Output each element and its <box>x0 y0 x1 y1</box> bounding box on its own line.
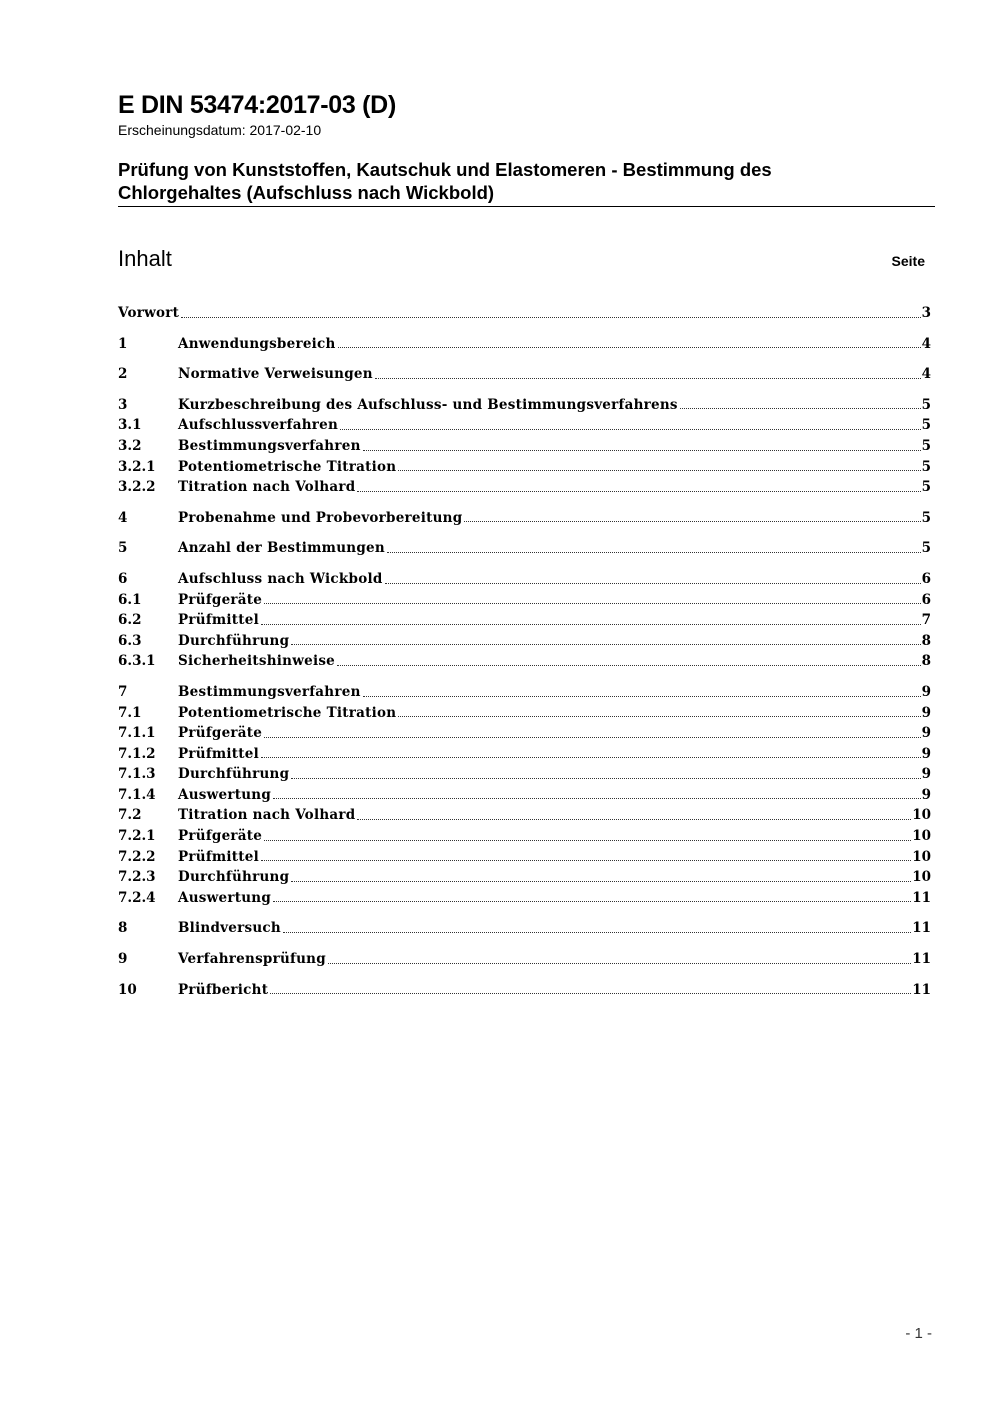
toc-dot-leader <box>357 818 911 820</box>
toc-entry-page: 5 <box>921 479 931 496</box>
toc-entry-title: Verfahrensprüfung <box>178 951 326 968</box>
document-title: E DIN 53474:2017-03 (D) <box>118 91 396 119</box>
toc-dot-leader <box>385 582 921 584</box>
toc-dot-leader <box>264 736 920 738</box>
toc-entry-page: 11 <box>912 889 931 906</box>
toc-entry-number: 9 <box>118 951 128 968</box>
toc-entry-page: 5 <box>921 396 931 413</box>
toc-dot-leader <box>264 839 911 841</box>
toc-entry-number: 7.2.3 <box>118 869 156 886</box>
toc-entry-number: 7 <box>118 683 128 700</box>
toc-entry[interactable] <box>118 508 931 529</box>
toc-dot-leader <box>261 623 921 625</box>
toc-entry-page: 10 <box>912 828 931 845</box>
toc-entry-page: 8 <box>921 632 931 649</box>
toc-entry-number: 10 <box>118 981 137 998</box>
toc-dot-leader <box>261 756 921 758</box>
toc-entry[interactable] <box>118 682 931 703</box>
toc-entry-number: 3.1 <box>118 417 142 434</box>
toc-entry-title: Normative Verweisungen <box>178 366 373 383</box>
toc-entry-page: 4 <box>921 366 931 383</box>
toc-entry-number: 7.2.4 <box>118 889 156 906</box>
toc-entry-number: 6.3 <box>118 632 142 649</box>
toc-entry-title: Prüfgeräte <box>178 591 263 608</box>
toc-entry-number: 2 <box>118 366 128 383</box>
toc-entry-number: 3 <box>118 396 128 413</box>
toc-entry[interactable] <box>118 590 931 611</box>
toc-entry-page: 10 <box>912 848 931 865</box>
toc-dot-leader <box>464 520 920 522</box>
toc-entry[interactable] <box>118 867 931 888</box>
toc-entry-number: 6.3.1 <box>118 653 156 670</box>
toc-entry[interactable] <box>118 364 931 385</box>
toc-entry-title: Titration nach Volhard <box>178 479 356 496</box>
toc-entry-title: Titration nach Volhard <box>178 807 356 824</box>
toc-dot-leader <box>283 931 911 933</box>
toc-entry[interactable] <box>118 918 931 939</box>
toc-dot-leader <box>337 664 921 666</box>
toc-entry[interactable] <box>118 949 931 970</box>
toc-entry-title: Prüfgeräte <box>178 725 263 742</box>
toc-entry-title: Durchführung <box>178 869 290 886</box>
toc-entry-page: 3 <box>921 305 931 321</box>
toc-entry-page: 5 <box>921 509 931 526</box>
toc-dot-leader <box>338 346 921 348</box>
publication-date: Erscheinungsdatum: 2017-02-10 <box>118 122 322 138</box>
table-of-contents <box>118 303 931 1000</box>
toc-dot-leader <box>387 551 921 553</box>
toc-entry[interactable] <box>118 569 931 590</box>
toc-entry-title: Durchführung <box>178 632 290 649</box>
toc-dot-leader <box>375 377 921 379</box>
toc-entry-page: 9 <box>921 766 931 783</box>
toc-entry-title: Potentiometrische Titration <box>178 458 397 475</box>
toc-entry-title: Prüfmittel <box>178 745 259 762</box>
toc-entry[interactable] <box>118 415 931 436</box>
toc-dot-leader <box>328 962 911 964</box>
toc-entry[interactable] <box>118 303 931 324</box>
toc-entry[interactable] <box>118 631 931 652</box>
toc-entry-page: 8 <box>921 653 931 670</box>
toc-entry-title: Prüfbericht <box>178 981 269 998</box>
toc-entry-number: 6.1 <box>118 591 142 608</box>
toc-entry-number: 6.2 <box>118 612 142 629</box>
toc-dot-leader <box>357 490 920 492</box>
toc-entry-page: 9 <box>921 786 931 803</box>
toc-entry[interactable] <box>118 538 931 559</box>
toc-entry-title: Bestimmungsverfahren <box>178 683 361 700</box>
toc-entry[interactable] <box>118 980 931 1001</box>
toc-dot-leader <box>291 643 920 645</box>
toc-entry[interactable] <box>118 826 931 847</box>
toc-entry[interactable] <box>118 805 931 826</box>
toc-entry-title: Potentiometrische Titration <box>178 704 397 721</box>
toc-entry-page: 11 <box>912 981 931 998</box>
toc-entry[interactable] <box>118 785 931 806</box>
toc-page-column-label: Seite <box>891 253 925 269</box>
toc-dot-leader <box>291 777 920 779</box>
toc-entry-page: 11 <box>912 951 931 968</box>
toc-entry[interactable] <box>118 395 931 416</box>
toc-entry-page: 10 <box>912 807 931 824</box>
toc-entry-page: 5 <box>921 417 931 434</box>
toc-dot-leader <box>363 695 921 697</box>
toc-entry-number: 7.2 <box>118 807 142 824</box>
toc-entry-page: 6 <box>921 591 931 608</box>
toc-entry[interactable] <box>118 744 931 765</box>
toc-dot-leader <box>680 407 921 409</box>
toc-entry-page: 11 <box>912 920 931 937</box>
toc-entry-title: Anwendungsbereich <box>178 335 336 352</box>
toc-dot-leader <box>273 900 911 902</box>
toc-entry-page: 5 <box>921 458 931 475</box>
page-number: - 1 - <box>905 1325 932 1342</box>
toc-entry[interactable] <box>118 334 931 355</box>
toc-entry[interactable] <box>118 764 931 785</box>
toc-entry-title: Vorwort <box>118 305 180 321</box>
toc-entry-number: 7.2.1 <box>118 828 156 845</box>
toc-dot-leader <box>270 992 911 994</box>
toc-entry-title: Bestimmungsverfahren <box>178 437 361 454</box>
toc-entry-number: 6 <box>118 570 128 587</box>
toc-entry-number: 3.2.2 <box>118 479 156 496</box>
toc-entry-title: Kurzbeschreibung des Aufschluss- und Bestimmungsverfahrens <box>178 396 678 413</box>
toc-entry[interactable] <box>118 703 931 724</box>
toc-entry-title: Prüfmittel <box>178 612 259 629</box>
toc-entry[interactable] <box>118 457 931 478</box>
toc-entry-title: Auswertung <box>178 889 272 906</box>
toc-entry[interactable] <box>118 847 931 868</box>
toc-entry-title: Blindversuch <box>178 920 281 937</box>
toc-entry-page: 6 <box>921 570 931 587</box>
toc-dot-leader <box>398 715 920 717</box>
document-subject: Prüfung von Kunststoffen, Kautschuk und Elastomeren - Bestimmung des Chlorgehaltes (Aufschluss nach Wickbold) <box>118 159 772 203</box>
toc-dot-leader <box>398 469 920 471</box>
toc-entry[interactable] <box>118 477 931 498</box>
toc-entry-page: 10 <box>912 869 931 886</box>
toc-entry-number: 1 <box>118 335 128 352</box>
toc-entry-page: 5 <box>921 540 931 557</box>
toc-entry-number: 3.2.1 <box>118 458 156 475</box>
toc-entry-page: 9 <box>921 725 931 742</box>
toc-entry-number: 7.2.2 <box>118 848 156 865</box>
toc-entry-number: 7.1.2 <box>118 745 156 762</box>
title-divider <box>118 206 935 207</box>
toc-heading: Inhalt <box>118 246 172 271</box>
toc-entry-page: 9 <box>921 745 931 762</box>
toc-entry-page: 4 <box>921 335 931 352</box>
toc-entry-number: 7.1.4 <box>118 786 156 803</box>
toc-dot-leader <box>291 880 911 882</box>
toc-dot-leader <box>363 449 921 451</box>
toc-entry-number: 7.1 <box>118 704 142 721</box>
toc-entry-page: 5 <box>921 437 931 454</box>
toc-entry[interactable] <box>118 651 931 672</box>
toc-dot-leader <box>181 316 921 318</box>
toc-dot-leader <box>261 859 911 861</box>
toc-entry-page: 9 <box>921 704 931 721</box>
toc-entry-title: Aufschluss nach Wickbold <box>178 570 383 587</box>
toc-entry-number: 7.1.1 <box>118 725 156 742</box>
toc-entry-number: 3.2 <box>118 437 142 454</box>
toc-entry-number: 8 <box>118 920 128 937</box>
toc-dot-leader <box>273 797 921 799</box>
toc-entry[interactable] <box>118 436 931 457</box>
toc-entry-title: Probenahme und Probevorbereitung <box>178 509 463 526</box>
toc-dot-leader <box>340 428 921 430</box>
toc-entry-number: 7.1.3 <box>118 766 156 783</box>
toc-entry-title: Prüfgeräte <box>178 828 263 845</box>
toc-entry[interactable] <box>118 723 931 744</box>
toc-dot-leader <box>264 602 920 604</box>
toc-entry-number: 4 <box>118 509 128 526</box>
toc-entry-title: Auswertung <box>178 786 272 803</box>
toc-entry-page: 7 <box>921 612 931 629</box>
toc-entry-title: Sicherheitshinweise <box>178 653 336 670</box>
toc-entry[interactable] <box>118 888 931 909</box>
toc-entry-title: Aufschlussverfahren <box>178 417 339 434</box>
toc-entry-page: 9 <box>921 683 931 700</box>
toc-entry-title: Durchführung <box>178 766 290 783</box>
toc-entry-number: 5 <box>118 540 128 557</box>
toc-entry[interactable] <box>118 610 931 631</box>
toc-entry-title: Anzahl der Bestimmungen <box>178 540 385 557</box>
toc-entry-title: Prüfmittel <box>178 848 259 865</box>
